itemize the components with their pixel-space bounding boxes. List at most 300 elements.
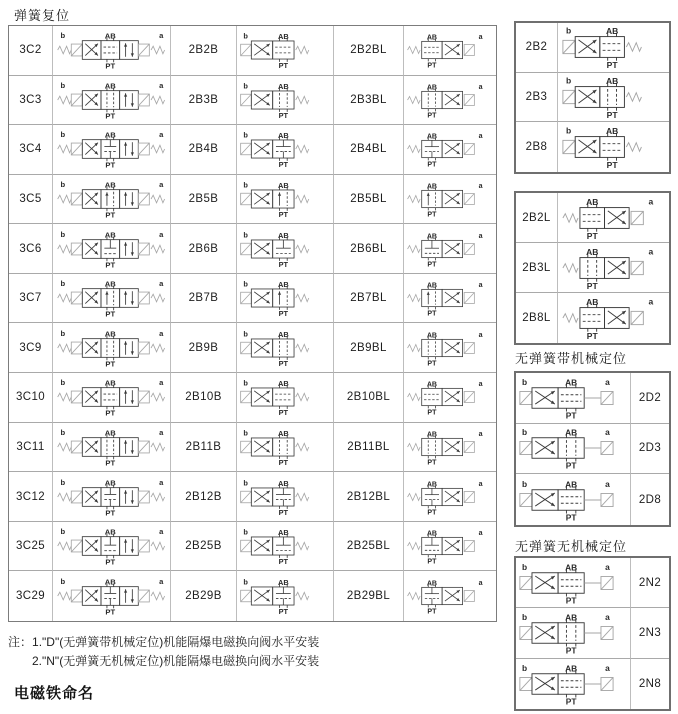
svg-text:b: b bbox=[243, 527, 248, 537]
svg-text:b: b bbox=[243, 230, 248, 240]
svg-text:AB: AB bbox=[278, 131, 289, 141]
svg-text:b: b bbox=[59, 80, 65, 90]
model-code: 2D3 bbox=[631, 424, 669, 475]
valve-symbol-2BL bbox=[406, 77, 494, 123]
model-code: 3C12 bbox=[9, 472, 53, 522]
svg-text:a: a bbox=[605, 376, 610, 387]
valve-symbol-3C bbox=[56, 275, 168, 321]
side-table-2bl-spring-left bbox=[514, 191, 671, 345]
model-code: 3C25 bbox=[9, 522, 53, 572]
svg-text:a: a bbox=[478, 133, 483, 141]
svg-text:a: a bbox=[478, 34, 483, 42]
svg-text:b: b bbox=[243, 31, 248, 41]
svg-text:AB: AB bbox=[278, 81, 289, 91]
valve-symbol-2B bbox=[239, 474, 331, 520]
svg-text:PT: PT bbox=[278, 259, 289, 269]
valve-symbol-2BL bbox=[406, 523, 494, 569]
model-code: 2B29B bbox=[171, 571, 237, 621]
svg-text:AB: AB bbox=[104, 31, 116, 41]
svg-text:PT: PT bbox=[104, 260, 115, 270]
model-code: 2B8 bbox=[516, 122, 558, 172]
model-code: 3C5 bbox=[9, 175, 53, 225]
note-text-1: 1."D"(无弹簧带机械定位)机能隔爆电磁换向阀水平安装 bbox=[32, 635, 320, 649]
svg-text:AB: AB bbox=[565, 562, 578, 573]
model-code: 3C11 bbox=[9, 423, 53, 473]
svg-text:PT: PT bbox=[104, 409, 115, 419]
svg-text:a: a bbox=[158, 577, 163, 587]
model-code: 2B10BL bbox=[334, 373, 404, 423]
model-code: 2B3B bbox=[171, 76, 237, 126]
valve-symbol-cell bbox=[558, 293, 669, 343]
model-code: 2B2B bbox=[171, 26, 237, 76]
svg-text:a: a bbox=[478, 430, 483, 438]
svg-text:PT: PT bbox=[606, 159, 618, 170]
svg-text:AB: AB bbox=[278, 280, 289, 290]
svg-text:b: b bbox=[521, 376, 528, 387]
svg-text:b: b bbox=[243, 577, 248, 587]
svg-text:AB: AB bbox=[426, 530, 438, 538]
valve-symbol-2B bbox=[239, 226, 331, 272]
valve-symbol-2D bbox=[518, 477, 628, 523]
svg-text:a: a bbox=[478, 480, 483, 488]
valve-symbol-cell bbox=[237, 571, 334, 621]
model-code: 2B6BL bbox=[334, 224, 404, 274]
svg-text:PT: PT bbox=[427, 360, 437, 368]
svg-text:b: b bbox=[243, 329, 248, 339]
svg-text:a: a bbox=[158, 180, 163, 190]
valve-symbol-cell bbox=[53, 323, 171, 373]
svg-text:a: a bbox=[158, 31, 163, 41]
svg-text:a: a bbox=[605, 611, 610, 622]
svg-text:AB: AB bbox=[565, 427, 578, 438]
svg-text:PT: PT bbox=[427, 608, 437, 616]
svg-text:b: b bbox=[59, 31, 65, 41]
model-code: 3C29 bbox=[9, 571, 53, 621]
svg-text:PT: PT bbox=[104, 161, 115, 171]
svg-text:a: a bbox=[478, 381, 483, 389]
svg-text:a: a bbox=[605, 561, 610, 572]
model-code: 3C4 bbox=[9, 125, 53, 175]
valve-symbol-cell bbox=[404, 522, 496, 572]
svg-text:a: a bbox=[478, 580, 483, 588]
note-line-2 bbox=[32, 652, 319, 671]
valve-symbol-cell bbox=[404, 224, 496, 274]
svg-text:AB: AB bbox=[426, 431, 438, 439]
notes bbox=[8, 633, 319, 671]
model-code: 2B12B bbox=[171, 472, 237, 522]
svg-text:PT: PT bbox=[278, 309, 289, 319]
svg-text:PT: PT bbox=[586, 330, 598, 341]
model-code: 2B4BL bbox=[334, 125, 404, 175]
valve-symbol-cell bbox=[53, 472, 171, 522]
section-title-spring-return: 弹簧复位 bbox=[14, 8, 71, 23]
valve-symbol-3C bbox=[56, 325, 168, 371]
valve-symbol-3C bbox=[56, 27, 168, 73]
svg-text:AB: AB bbox=[426, 34, 438, 42]
valve-symbol-cell bbox=[237, 522, 334, 572]
svg-text:PT: PT bbox=[278, 607, 289, 617]
svg-text:a: a bbox=[478, 232, 483, 240]
svg-text:PT: PT bbox=[278, 557, 289, 567]
model-code: 3C10 bbox=[9, 373, 53, 423]
valve-symbol-3C bbox=[56, 176, 168, 222]
svg-text:a: a bbox=[648, 296, 653, 307]
svg-text:PT: PT bbox=[278, 61, 289, 71]
svg-text:PT: PT bbox=[427, 112, 437, 120]
valve-symbol-cell bbox=[237, 175, 334, 225]
valve-symbol-2BL bbox=[406, 126, 494, 172]
svg-text:b: b bbox=[243, 478, 248, 488]
svg-text:b: b bbox=[243, 130, 248, 140]
valve-symbol-2BL bbox=[406, 474, 494, 520]
svg-text:b: b bbox=[521, 561, 528, 572]
model-code: 2B8L bbox=[516, 293, 558, 343]
svg-text:AB: AB bbox=[278, 578, 289, 588]
valve-symbol-2BL bbox=[406, 374, 494, 420]
svg-text:PT: PT bbox=[427, 310, 437, 318]
valve-symbol-cell bbox=[558, 193, 669, 243]
model-code: 2N3 bbox=[631, 608, 669, 658]
valve-symbol-cell bbox=[404, 423, 496, 473]
valve-symbol-cell bbox=[558, 23, 669, 73]
valve-symbol-cell bbox=[53, 125, 171, 175]
valve-symbol-cell bbox=[404, 125, 496, 175]
model-code: 2B7B bbox=[171, 274, 237, 324]
svg-text:AB: AB bbox=[104, 428, 116, 438]
valve-symbol-cell bbox=[516, 373, 631, 424]
svg-text:AB: AB bbox=[104, 230, 116, 240]
valve-symbol-cell bbox=[237, 373, 334, 423]
valve-symbol-2B bbox=[239, 275, 331, 321]
valve-symbol-2BL bbox=[406, 325, 494, 371]
model-code: 2B11B bbox=[171, 423, 237, 473]
model-code: 2B3 bbox=[516, 73, 558, 123]
svg-text:AB: AB bbox=[565, 479, 578, 490]
valve-symbol-cell bbox=[558, 73, 669, 123]
svg-text:AB: AB bbox=[104, 527, 116, 537]
model-code: 2B5BL bbox=[334, 175, 404, 225]
svg-text:PT: PT bbox=[565, 696, 577, 707]
svg-text:a: a bbox=[158, 80, 163, 90]
valve-symbol-cell bbox=[237, 125, 334, 175]
svg-text:b: b bbox=[59, 527, 65, 537]
svg-text:PT: PT bbox=[427, 558, 437, 566]
svg-text:a: a bbox=[158, 229, 163, 239]
valve-symbol-cell bbox=[558, 122, 669, 172]
model-code: 2B11BL bbox=[334, 423, 404, 473]
svg-text:AB: AB bbox=[565, 377, 578, 388]
model-code: 3C7 bbox=[9, 274, 53, 324]
svg-text:PT: PT bbox=[565, 595, 577, 606]
model-code: 3C9 bbox=[9, 323, 53, 373]
svg-text:b: b bbox=[59, 577, 65, 587]
valve-symbol-cell bbox=[516, 558, 631, 608]
svg-text:b: b bbox=[565, 26, 571, 37]
svg-text:b: b bbox=[59, 180, 65, 190]
valve-symbol-cell bbox=[237, 26, 334, 76]
valve-symbol-2BL bbox=[406, 573, 494, 619]
svg-text:PT: PT bbox=[427, 211, 437, 219]
svg-text:a: a bbox=[478, 83, 483, 91]
model-code: 2B2L bbox=[516, 193, 558, 243]
svg-text:AB: AB bbox=[278, 528, 289, 538]
svg-text:PT: PT bbox=[104, 61, 115, 71]
svg-text:b: b bbox=[243, 378, 248, 388]
valve-symbol-3C bbox=[56, 374, 168, 420]
svg-text:PT: PT bbox=[104, 458, 115, 468]
valve-symbol-cell bbox=[516, 474, 631, 525]
svg-text:a: a bbox=[478, 530, 483, 538]
svg-text:PT: PT bbox=[427, 161, 437, 169]
svg-text:AB: AB bbox=[605, 126, 618, 137]
svg-text:AB: AB bbox=[104, 329, 116, 339]
model-code: 2N8 bbox=[638, 677, 662, 690]
svg-text:b: b bbox=[521, 478, 528, 489]
svg-text:AB: AB bbox=[278, 428, 289, 438]
svg-text:a: a bbox=[605, 478, 610, 489]
valve-symbol-cell bbox=[53, 423, 171, 473]
model-code: 2B25BL bbox=[334, 522, 404, 572]
svg-text:AB: AB bbox=[565, 612, 578, 623]
svg-text:AB: AB bbox=[585, 297, 598, 308]
valve-symbol-cell bbox=[53, 175, 171, 225]
valve-symbol-cell bbox=[53, 26, 171, 76]
svg-text:PT: PT bbox=[278, 160, 289, 170]
note-text-2: 2."N"(无弹簧无机械定位)机能隔爆电磁换向阀水平安装 bbox=[32, 654, 320, 668]
svg-text:AB: AB bbox=[426, 133, 438, 141]
svg-text:b: b bbox=[243, 180, 248, 190]
svg-text:AB: AB bbox=[605, 76, 618, 87]
model-code: 2D8 bbox=[638, 493, 662, 506]
svg-text:a: a bbox=[158, 477, 163, 487]
bottom-heading-solenoid-naming: 电磁铁命名 bbox=[14, 685, 95, 702]
svg-text:AB: AB bbox=[104, 130, 116, 140]
note-prefix: 注： bbox=[8, 635, 33, 649]
valve-symbol-2B bbox=[239, 374, 331, 420]
svg-text:PT: PT bbox=[427, 409, 437, 417]
svg-text:PT: PT bbox=[278, 408, 289, 418]
valve-symbol-cell bbox=[237, 472, 334, 522]
model-code: 2B4B bbox=[171, 125, 237, 175]
valve-symbol-cell bbox=[558, 243, 669, 293]
valve-symbol-cell bbox=[53, 571, 171, 621]
valve-symbol-2B bbox=[239, 325, 331, 371]
svg-text:PT: PT bbox=[565, 460, 577, 471]
svg-text:AB: AB bbox=[278, 32, 289, 42]
valve-symbol-2B bbox=[239, 424, 331, 470]
valve-symbol-2B bbox=[239, 573, 331, 619]
svg-text:AB: AB bbox=[426, 480, 438, 488]
svg-text:b: b bbox=[565, 75, 571, 86]
valve-symbol-2N bbox=[518, 610, 628, 656]
svg-text:PT: PT bbox=[606, 60, 618, 71]
side-table-2b-spring-right bbox=[514, 21, 671, 174]
svg-text:AB: AB bbox=[426, 282, 438, 290]
svg-text:b: b bbox=[59, 378, 65, 388]
valve-symbol-3C bbox=[56, 226, 168, 272]
svg-text:PT: PT bbox=[278, 458, 289, 468]
valve-symbol-cell bbox=[404, 175, 496, 225]
svg-text:b: b bbox=[59, 477, 65, 487]
svg-text:PT: PT bbox=[104, 210, 115, 220]
valve-symbol-cell bbox=[53, 373, 171, 423]
valve-symbol-cell bbox=[53, 522, 171, 572]
model-code: 2B2 bbox=[516, 23, 558, 73]
svg-text:AB: AB bbox=[426, 183, 438, 191]
svg-text:b: b bbox=[565, 125, 571, 136]
svg-text:PT: PT bbox=[427, 459, 437, 467]
valve-symbol-cell bbox=[404, 373, 496, 423]
svg-text:AB: AB bbox=[605, 26, 618, 37]
svg-text:AB: AB bbox=[278, 379, 289, 389]
svg-text:AB: AB bbox=[585, 246, 598, 257]
model-code: 2B9BL bbox=[334, 323, 404, 373]
valve-symbol-cell bbox=[516, 659, 631, 709]
model-code: 3C6 bbox=[9, 224, 53, 274]
svg-text:AB: AB bbox=[426, 233, 438, 241]
valve-symbol-3C bbox=[56, 573, 168, 619]
svg-text:a: a bbox=[478, 183, 483, 191]
svg-text:a: a bbox=[478, 282, 483, 290]
valve-symbol-2BL bbox=[561, 295, 667, 341]
svg-text:a: a bbox=[158, 130, 163, 140]
svg-text:AB: AB bbox=[565, 663, 578, 674]
svg-text:AB: AB bbox=[104, 478, 116, 488]
valve-symbol-3C bbox=[56, 523, 168, 569]
svg-text:PT: PT bbox=[278, 110, 289, 120]
model-code: 2B7BL bbox=[334, 274, 404, 324]
section-title-no-detent: 无弹簧无机械定位 bbox=[515, 539, 628, 554]
svg-text:b: b bbox=[59, 130, 65, 140]
valve-symbol-cell bbox=[404, 323, 496, 373]
svg-text:a: a bbox=[158, 279, 163, 289]
note-line-1 bbox=[8, 633, 319, 652]
svg-text:AB: AB bbox=[104, 577, 116, 587]
svg-text:PT: PT bbox=[104, 359, 115, 369]
valve-symbol-3C bbox=[56, 474, 168, 520]
svg-text:a: a bbox=[648, 196, 653, 207]
model-code: 3C3 bbox=[9, 76, 53, 126]
valve-symbol-2B bbox=[561, 24, 667, 70]
svg-text:PT: PT bbox=[278, 358, 289, 368]
side-table-2d-detent bbox=[514, 371, 671, 527]
model-code: 3C2 bbox=[9, 26, 53, 76]
valve-symbol-cell bbox=[404, 274, 496, 324]
model-code: 2D2 bbox=[631, 373, 669, 424]
valve-symbol-2BL bbox=[561, 195, 667, 241]
valve-symbol-cell bbox=[404, 472, 496, 522]
valve-symbol-2B bbox=[561, 74, 667, 120]
valve-symbol-cell bbox=[53, 224, 171, 274]
valve-symbol-2BL bbox=[406, 176, 494, 222]
valve-symbol-cell bbox=[404, 26, 496, 76]
svg-text:PT: PT bbox=[104, 508, 115, 518]
valve-symbol-2B bbox=[239, 27, 331, 73]
valve-symbol-3C bbox=[56, 77, 168, 123]
valve-symbol-2D bbox=[518, 425, 628, 471]
svg-text:PT: PT bbox=[565, 512, 577, 523]
valve-symbol-cell bbox=[404, 571, 496, 621]
model-code: 2B25B bbox=[171, 522, 237, 572]
svg-text:PT: PT bbox=[586, 230, 598, 241]
svg-text:b: b bbox=[59, 328, 65, 338]
svg-text:a: a bbox=[158, 378, 163, 388]
svg-text:AB: AB bbox=[104, 180, 116, 190]
svg-text:AB: AB bbox=[426, 332, 438, 340]
svg-text:PT: PT bbox=[427, 508, 437, 516]
svg-text:AB: AB bbox=[278, 230, 289, 240]
svg-text:a: a bbox=[158, 328, 163, 338]
svg-text:AB: AB bbox=[278, 180, 289, 190]
svg-text:a: a bbox=[605, 427, 610, 438]
model-code: 2N2 bbox=[631, 558, 669, 608]
valve-symbol-3C bbox=[56, 126, 168, 172]
svg-text:a: a bbox=[648, 246, 653, 257]
valve-symbol-cell bbox=[237, 323, 334, 373]
valve-symbol-2B bbox=[239, 126, 331, 172]
svg-text:PT: PT bbox=[278, 210, 289, 220]
svg-text:PT: PT bbox=[104, 557, 115, 567]
svg-text:AB: AB bbox=[426, 84, 438, 92]
valve-symbol-cell bbox=[53, 274, 171, 324]
svg-text:b: b bbox=[243, 279, 248, 289]
svg-text:PT: PT bbox=[278, 507, 289, 517]
valve-symbol-2B bbox=[561, 124, 667, 170]
svg-text:a: a bbox=[158, 527, 163, 537]
valve-symbol-2BL bbox=[406, 275, 494, 321]
svg-text:a: a bbox=[605, 662, 610, 673]
svg-text:PT: PT bbox=[104, 111, 115, 121]
valve-symbol-2BL bbox=[561, 245, 667, 291]
svg-text:b: b bbox=[243, 81, 248, 91]
valve-symbol-cell bbox=[53, 76, 171, 126]
valve-symbol-cell bbox=[516, 424, 631, 475]
valve-symbol-3C bbox=[56, 424, 168, 470]
svg-text:b: b bbox=[521, 427, 528, 438]
svg-text:PT: PT bbox=[104, 607, 115, 617]
svg-text:AB: AB bbox=[104, 378, 116, 388]
valve-symbol-cell bbox=[404, 76, 496, 126]
svg-text:b: b bbox=[59, 428, 65, 438]
svg-text:b: b bbox=[521, 662, 528, 673]
svg-text:PT: PT bbox=[104, 309, 115, 319]
svg-text:AB: AB bbox=[104, 81, 116, 91]
valve-symbol-2B bbox=[239, 176, 331, 222]
valve-symbol-2N bbox=[518, 661, 628, 707]
valve-symbol-cell bbox=[237, 423, 334, 473]
svg-text:PT: PT bbox=[427, 260, 437, 268]
valve-symbol-2N bbox=[518, 560, 628, 606]
model-code: 2B12BL bbox=[334, 472, 404, 522]
svg-text:b: b bbox=[59, 279, 65, 289]
svg-text:PT: PT bbox=[606, 109, 618, 120]
svg-text:AB: AB bbox=[426, 381, 438, 389]
svg-text:b: b bbox=[243, 428, 248, 438]
valve-symbol-2BL bbox=[406, 226, 494, 272]
valve-symbol-2D bbox=[518, 375, 628, 421]
valve-symbol-2BL bbox=[406, 27, 494, 73]
svg-text:PT: PT bbox=[427, 62, 437, 70]
valve-symbol-cell bbox=[237, 224, 334, 274]
svg-text:AB: AB bbox=[426, 580, 438, 588]
spring-return-valve-table bbox=[8, 25, 497, 622]
svg-text:PT: PT bbox=[565, 645, 577, 656]
valve-symbol-cell bbox=[237, 76, 334, 126]
svg-text:b: b bbox=[521, 611, 528, 622]
svg-text:AB: AB bbox=[278, 478, 289, 488]
svg-text:PT: PT bbox=[565, 410, 577, 421]
svg-text:AB: AB bbox=[104, 279, 116, 289]
